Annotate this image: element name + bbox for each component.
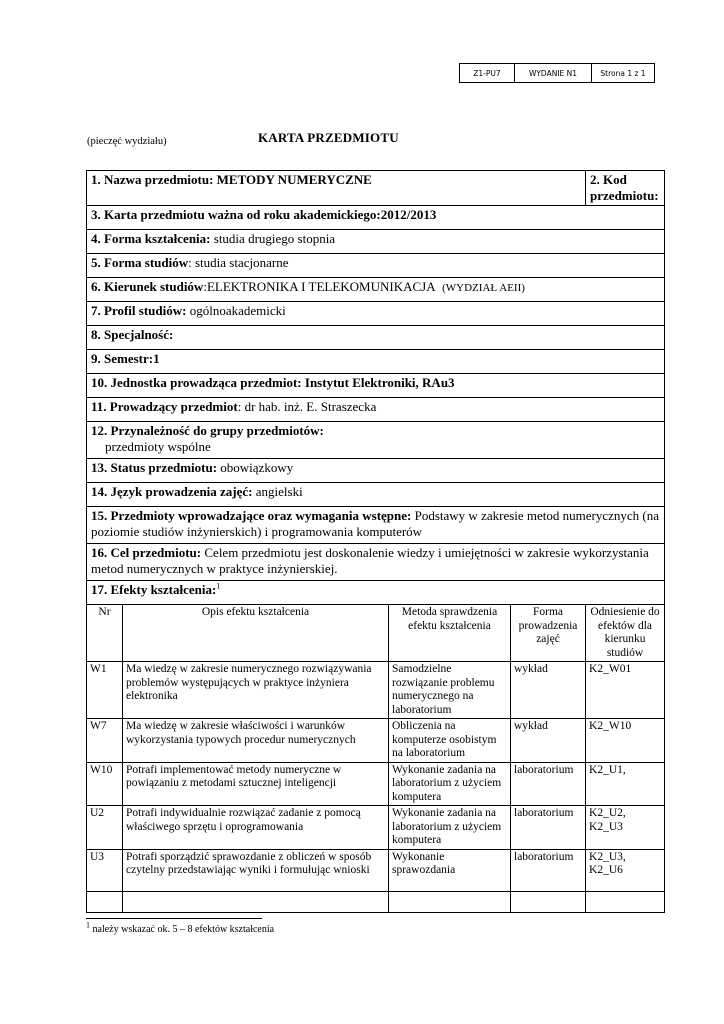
effect-method: Wykonanie zadania na laboratorium z użyciem komputera [389, 762, 511, 806]
field-valid-year: 3. Karta przedmiotu ważna od roku akademickiego:2012/2013 [87, 206, 665, 230]
effect-nr: W7 [87, 719, 123, 763]
effect-method: Samodzielne rozwiązanie problemu numerycznego na laboratorium [389, 662, 511, 719]
effect-reference: K2_W10 [586, 719, 665, 763]
col-header-description: Opis efektu kształcenia [123, 605, 389, 662]
col-header-reference: Odniesienie do efektów dla kierunku studiów [586, 605, 665, 662]
course-card-table [86, 170, 665, 913]
effect-form: wykład [511, 662, 586, 719]
field-language: 14. Język prowadzenia zajęć: angielski [87, 483, 665, 507]
field-course-goal: 16. Cel przedmiotu: Celem przedmiotu jest doskonalenie wiedzy i umiejętności w zakresie wykorzystania metod numerycznych w praktyce inżynierskiej. [87, 544, 665, 581]
effect-reference: K2_U2, K2_U3 [586, 806, 665, 850]
effect-description: Potrafi indywidualnie rozwiązać zadanie z pomocą właściwego sprzętu i oprogramowania [123, 806, 389, 850]
effect-description: Potrafi implementować metody numeryczne w powiązaniu z metodami sztucznej inteligencji [123, 762, 389, 806]
field-lecturer: 11. Prowadzący przedmiot: dr hab. inż. E. Straszecka [87, 398, 665, 422]
faculty-stamp-label: (pieczęć wydziału) [87, 136, 167, 147]
field-course-code: 2. Kod przedmiotu: [586, 171, 665, 206]
col-header-nr: Nr [87, 605, 123, 662]
table-row [87, 719, 665, 763]
footnote-separator [86, 918, 262, 919]
table-row [87, 849, 665, 891]
table-row [87, 762, 665, 806]
col-header-method: Metoda sprawdzenia efektu kształcenia [389, 605, 511, 662]
effect-description: Ma wiedzę w zakresie numerycznego rozwiązywania problemów występujących w praktyce inżyniera elektronika [123, 662, 389, 719]
doc-edition: WYDANIE N1 [515, 64, 592, 83]
effect-form: laboratorium [511, 762, 586, 806]
table-row [87, 662, 665, 719]
doc-page: Strona 1 z 1 [592, 64, 655, 83]
col-header-form: Forma prowadzenia zajęć [511, 605, 586, 662]
table-row [87, 806, 665, 850]
field-education-form: 4. Forma kształcenia: studia drugiego stopnia [87, 230, 665, 254]
effect-reference: K2_W01 [586, 662, 665, 719]
effect-description: Ma wiedzę w zakresie właściwości i warunków wykorzystania typowych procedur numerycznych [123, 719, 389, 763]
effect-method: Obliczenia na komputerze osobistym na laboratorium [389, 719, 511, 763]
field-study-form: 5. Forma studiów: studia stacjonarne [87, 254, 665, 278]
effect-nr: W10 [87, 762, 123, 806]
effect-nr: U2 [87, 806, 123, 850]
table-row-empty [87, 891, 665, 912]
field-course-status: 13. Status przedmiotu: obowiązkowy [87, 459, 665, 483]
effect-description: Potrafi sporządzić sprawozdanie z obliczeń w sposób czytelny przedstawiając wyniki i formułując wnioski [123, 849, 389, 891]
effect-reference: K2_U1, [586, 762, 665, 806]
effect-form: laboratorium [511, 806, 586, 850]
effect-nr: U3 [87, 849, 123, 891]
field-course-name: 1. Nazwa przedmiotu: METODY NUMERYCZNE [87, 171, 586, 206]
field-study-profile: 7. Profil studiów: ogólnoakademicki [87, 302, 665, 326]
field-subject-group: 12. Przynależność do grupy przedmiotów: przedmioty wspólne [87, 422, 665, 459]
effect-reference: K2_U3, K2_U6 [586, 849, 665, 891]
field-learning-outcomes: 17. Efekty kształcenia:$^1$ [87, 581, 665, 605]
effect-nr: W1 [87, 662, 123, 719]
footnote: $^1$ należy wskazać ok. 5 – 8 efektów kształcenia [86, 920, 275, 935]
field-semester: 9. Semestr:1 [87, 350, 665, 374]
effects-header-row [87, 605, 665, 662]
document-header [459, 63, 655, 83]
effect-method: Wykonanie sprawozdania [389, 849, 511, 891]
field-teaching-unit: 10. Jednostka prowadząca przedmiot: Instytut Elektroniki, RAu3 [87, 374, 665, 398]
field-specialty: 8. Specjalność: [87, 326, 665, 350]
effect-form: wykład [511, 719, 586, 763]
doc-code: Z1-PU7 [460, 64, 515, 83]
field-prerequisites: 15. Przedmioty wprowadzające oraz wymagania wstępne: Podstawy w zakresie metod numerycznych (na poziomie studiów inżynierskich) i programowania komputerów [87, 507, 665, 544]
field-field-of-study: 6. Kierunek studiów:ELEKTRONIKA I TELEKOMUNIKACJA (WYDZIAŁ AEII) [87, 278, 665, 302]
effect-form: laboratorium [511, 849, 586, 891]
page-title: KARTA PRZEDMIOTU [258, 130, 399, 145]
effect-method: Wykonanie zadania na laboratorium z użyciem komputera [389, 806, 511, 850]
